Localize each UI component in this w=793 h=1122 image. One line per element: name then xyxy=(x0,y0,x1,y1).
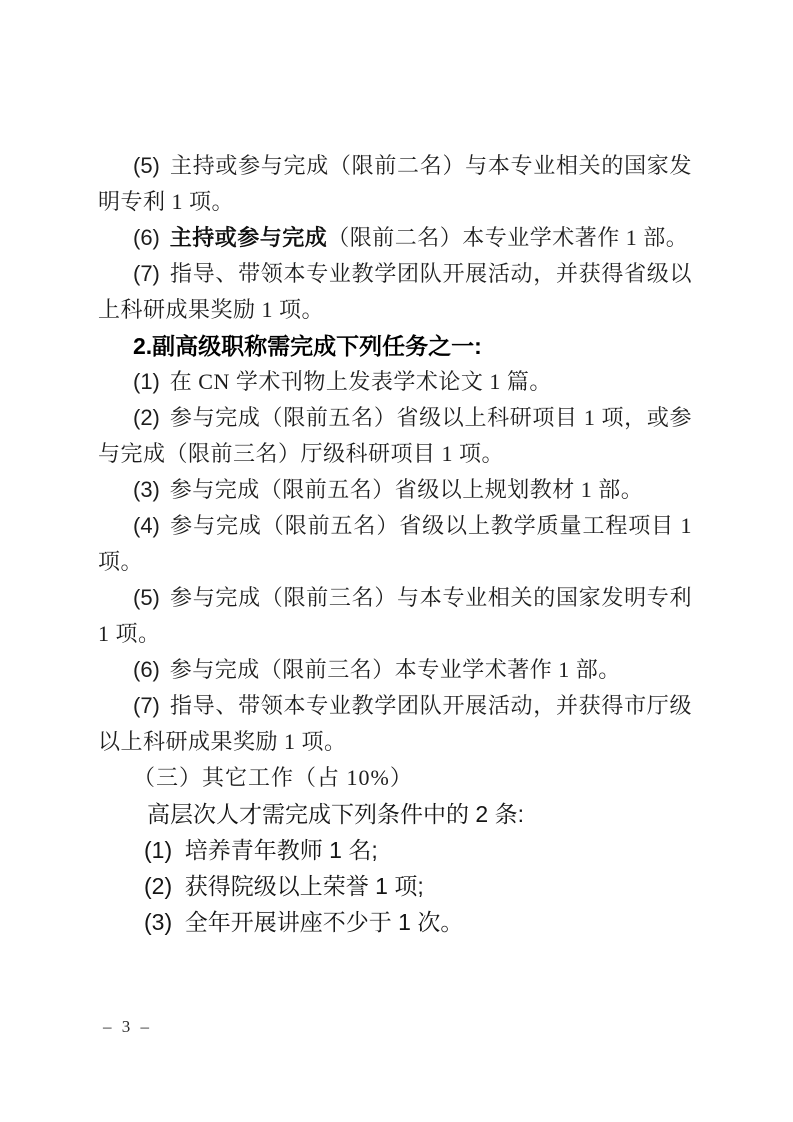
subsection-heading: （三）其它工作（占 10%） xyxy=(133,765,413,790)
emphasized-phrase: 主持或参与完成 xyxy=(169,225,328,250)
item-text: （限前二名）本专业学术著作 1 部。 xyxy=(327,225,689,250)
item-number: (5) xyxy=(133,153,160,178)
section-heading: 2.副高级职称需完成下列任务之一: xyxy=(133,333,482,359)
item-text: 培养青年教师 1 名; xyxy=(184,837,378,863)
item-number: (6) xyxy=(133,657,160,682)
list-item-7b xyxy=(98,688,692,760)
item-text: 全年开展讲座不少于 1 次。 xyxy=(184,909,464,935)
talent-intro: 高层次人才需完成下列条件中的 2 条: xyxy=(147,801,524,827)
item-text: 参与完成（限前五名）省级以上规划教材 1 部。 xyxy=(169,477,644,502)
item-text: 主持或参与完成（限前二名）与本专业相关的国家发明专利 1 项。 xyxy=(98,153,692,214)
talent-item-2 xyxy=(98,868,692,904)
document-content xyxy=(98,148,692,940)
list-item-3 xyxy=(98,472,692,508)
item-text: 指导、带领本专业教学团队开展活动，并获得市厅级以上科研成果奖励 1 项。 xyxy=(98,693,692,754)
item-number: (6) xyxy=(133,225,160,250)
item-text: 参与完成（限前五名）省级以上教学质量工程项目 1 项。 xyxy=(98,513,692,574)
item-text: 在 CN 学术刊物上发表学术论文 1 篇。 xyxy=(169,369,552,394)
list-item-5b xyxy=(98,580,692,652)
talent-item-1 xyxy=(98,832,692,868)
item-number: (7) xyxy=(133,693,160,718)
item-number: (3) xyxy=(133,477,160,502)
item-text: 指导、带领本专业教学团队开展活动，并获得省级以上科研成果奖励 1 项。 xyxy=(98,261,692,322)
item-number: (3) xyxy=(144,909,173,935)
item-text: 参与完成（限前五名）省级以上科研项目 1 项，或参与完成（限前三名）厅级科研项目 1 项。 xyxy=(98,405,692,466)
list-item-4 xyxy=(98,508,692,580)
item-text: 获得院级以上荣誉 1 项; xyxy=(184,873,424,899)
list-item-7 xyxy=(98,256,692,328)
item-number: (1) xyxy=(133,369,160,394)
item-number: (5) xyxy=(133,585,160,610)
list-item-2 xyxy=(98,400,692,472)
item-number: (1) xyxy=(144,837,173,863)
item-number: (2) xyxy=(144,873,173,899)
list-item-6b xyxy=(98,652,692,688)
list-item-6 xyxy=(98,220,692,256)
item-number: (2) xyxy=(133,405,160,430)
page-number: – 3 – xyxy=(103,1017,152,1036)
item-number: (4) xyxy=(133,513,160,538)
list-item-1 xyxy=(98,364,692,400)
talent-item-3 xyxy=(98,904,692,940)
item-text: 参与完成（限前三名）本专业学术著作 1 部。 xyxy=(169,657,621,682)
item-number: (7) xyxy=(133,261,160,286)
item-text: 参与完成（限前三名）与本专业相关的国家发明专利 1 项。 xyxy=(98,585,692,646)
list-item-5 xyxy=(98,148,692,220)
